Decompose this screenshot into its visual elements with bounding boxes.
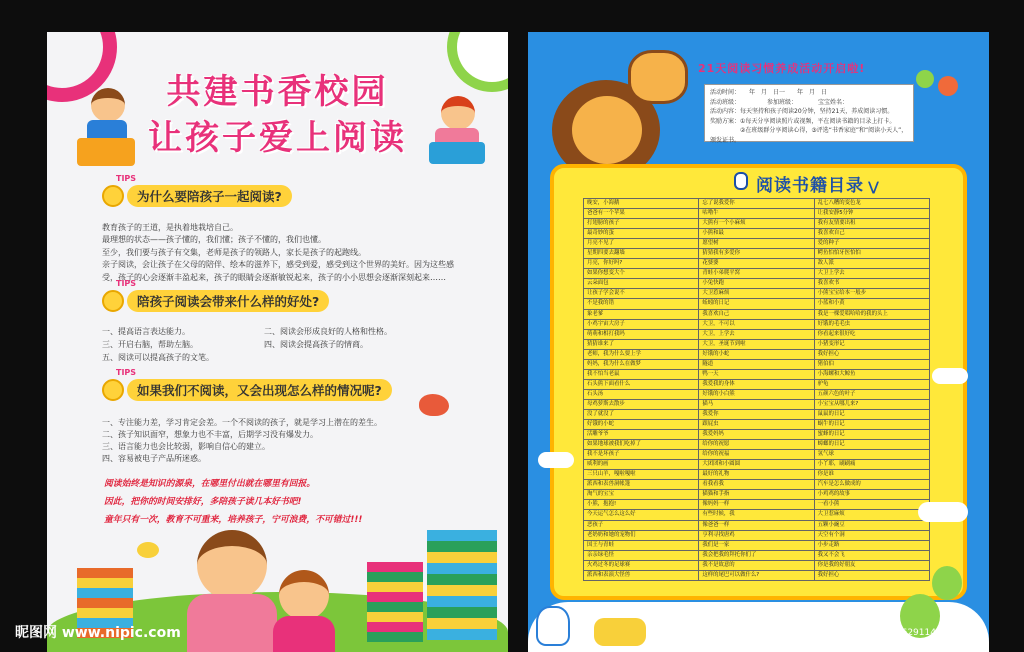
- catalog-cell: 我好担心: [814, 570, 929, 580]
- catalog-cell: 我会把我的拜托你们了: [699, 550, 814, 560]
- catalog-cell: 小熊，抱抱!: [584, 500, 699, 510]
- poster-title-line1: 共建书香校园: [166, 72, 389, 112]
- catalog-cell: 我喜欢书: [814, 279, 929, 289]
- catalog-row: [584, 540, 930, 550]
- catalog-row: [584, 440, 930, 450]
- catalog-cell: 敌人派: [814, 259, 929, 269]
- answer-1-line: 最理想的状态——孩子懂的，我们懂；孩子不懂的，我们也懂。: [102, 235, 326, 245]
- catalog-cell: 我不是坏孩子: [584, 450, 699, 460]
- quote-line: 阅读始终是知识的源泉，在哪里付出就在哪里有回报。: [104, 479, 316, 489]
- catalog-row: [584, 349, 930, 359]
- kids-illustration: [594, 618, 646, 646]
- catalog-row: [584, 289, 930, 299]
- catalog-row: [584, 430, 930, 440]
- catalog-cell: 让我安静5分钟: [814, 209, 929, 219]
- lightbulb-icon: [102, 379, 124, 401]
- catalog-row: [584, 229, 930, 239]
- catalog-cell: 小宝宝从哪儿来?: [814, 399, 929, 409]
- catalog-cell: 威利的画: [584, 460, 699, 470]
- catalog-cell: 活雕爷爷: [584, 430, 699, 440]
- book-catalog-table: [583, 198, 930, 581]
- tips-question-1: [102, 174, 292, 208]
- catalog-cell: 给你的祝愿: [699, 440, 814, 450]
- catalog-cell: 青蛙小弟爬平窝: [699, 269, 814, 279]
- catalog-cell: 让孩子学会说不: [584, 289, 699, 299]
- catalog-cell: 小熊宝宝给本一般步: [814, 289, 929, 299]
- catalog-cell: 石头汤: [584, 389, 699, 399]
- catalog-cell: 猫猫和手指: [699, 490, 814, 500]
- catalog-row: [584, 450, 930, 460]
- catalog-row: [584, 339, 930, 349]
- lollipop-illustration: [938, 76, 958, 96]
- catalog-cell: 小熊和最: [699, 229, 814, 239]
- catalog-cell: 蜜蜂的日记: [814, 430, 929, 440]
- catalog-cell: 你看起来很好吃: [814, 329, 929, 339]
- catalog-cell: 爸爸有一个苹果: [584, 209, 699, 219]
- question-2-text: 陪孩子阅读会带来什么样的好处?: [127, 290, 329, 312]
- catalog-cell: 天空有个洞: [814, 530, 929, 540]
- catalog-cell: 你是我的好朋友: [814, 560, 929, 570]
- lightbulb-icon: [102, 185, 124, 207]
- image-id-label: ID:24603910 NO:20180629114343196000: [795, 628, 988, 638]
- catalog-cell: 小兔快跑: [699, 279, 814, 289]
- catalog-cell: 三只山羊，嘎啦嘎啦: [584, 470, 699, 480]
- activity-info-box: [704, 84, 914, 142]
- catalog-row: [584, 299, 930, 309]
- catalog-cell: 母鸡萝斯去散步: [584, 399, 699, 409]
- bee-illustration: [137, 542, 159, 558]
- catalog-cell: 我不是故意的: [699, 560, 814, 570]
- child-body-illustration: [273, 616, 335, 652]
- site-watermark: 昵图网 www.nipic.com: [15, 625, 181, 641]
- catalog-cell: 花婆婆: [699, 259, 814, 269]
- catalog-cell: 我喜欢自己: [814, 229, 929, 239]
- tips-question-2: [102, 279, 329, 313]
- catalog-cell: 像妈妈一样: [699, 500, 814, 510]
- catalog-cell: 好饿的小蛇: [584, 420, 699, 430]
- catalog-cell: 月亮，你好吗?: [584, 259, 699, 269]
- catalog-cell: 大团团和小圆圆: [699, 460, 814, 470]
- catalog-row: [584, 319, 930, 329]
- catalog-cell: 小猪变形记: [814, 339, 929, 349]
- catalog-cell: 大卫惹麻烦: [699, 289, 814, 299]
- catalog-cell: 你是谁: [814, 470, 929, 480]
- quote-line: 童年只有一次，教育不可重来，培养孩子，宁可浪费，不可错过!!!: [104, 515, 363, 525]
- catalog-cell: 鼠鼠的日记: [814, 409, 929, 419]
- catalog-row: [584, 379, 930, 389]
- catalog-cell: 亲亲绿毛怪: [584, 550, 699, 560]
- catalog-row: [584, 490, 930, 500]
- catalog-cell: 小鸡鸡的故事: [814, 490, 929, 500]
- catalog-cell: 妈妈，我为什么在做梦: [584, 359, 699, 369]
- catalog-cell: 亨利寻找唐鸡: [699, 530, 814, 540]
- answer-1-line: 教育孩子的王道，是执着地栽培自己。: [102, 223, 238, 232]
- catalog-row: [584, 500, 930, 510]
- benefit-item: 一、提高语言表达能力。: [102, 327, 190, 336]
- catalog-cell: 咕噜牛: [699, 209, 814, 219]
- catalog-row: [584, 550, 930, 560]
- bird-illustration: [419, 394, 449, 416]
- catalog-row: [584, 460, 930, 470]
- catalog-cell: 给你的祝福: [699, 450, 814, 460]
- catalog-row: [584, 520, 930, 530]
- cloud-decoration: [932, 368, 968, 384]
- catalog-cell: 有些时候，我: [699, 510, 814, 520]
- catalog-row: [584, 409, 930, 419]
- benefit-item: 四、阅读会提高孩子的情商。: [264, 340, 368, 349]
- catalog-cell: 国王与青蛙: [584, 540, 699, 550]
- catalog-cell: 猜猜我有多爱你: [699, 249, 814, 259]
- catalog-row: [584, 249, 930, 259]
- catalog-cell: 小海螺和大鲸鱼: [814, 369, 929, 379]
- catalog-cell: 老师，我为什么要上学: [584, 349, 699, 359]
- catalog-cell: 氢气球: [814, 450, 929, 460]
- catalog-cell: 我爱我的身体: [699, 379, 814, 389]
- catalog-cell: 我喜欢自己: [699, 309, 814, 319]
- catalog-cell: 最奇妙的蛋: [584, 229, 699, 239]
- bunny-icon: [734, 172, 748, 190]
- answer-1-paragraph: [102, 222, 502, 284]
- consequence-item: 三、语言能力也会比较弱，影响自信心的建立。: [102, 442, 270, 451]
- catalog-cell: 爱的种子: [814, 239, 929, 249]
- right-poster: [528, 32, 989, 652]
- catalog-cell: 驴龟: [814, 379, 929, 389]
- catalog-cell: 好饿的毛毛虫: [814, 319, 929, 329]
- catalog-cell: 一看小熊: [814, 500, 929, 510]
- catalog-cell: 晚安，小海鹅: [584, 199, 699, 209]
- catalog-cell: 大熊有一个小麻烦: [699, 219, 814, 229]
- mother-head-illustration: [197, 530, 267, 600]
- catalog-cell: 五颜六色的叶子: [814, 389, 929, 399]
- info-line: 奖励方案：①每天分享阅读照片或视频，平在阅读书籍的目录上打卡。: [710, 117, 896, 125]
- catalog-cell: 恶孩子: [584, 520, 699, 530]
- activity-banner: 21天阅读习惯养成活动开启啦!: [698, 62, 866, 75]
- catalog-cell: 猜猜谁来了: [584, 339, 699, 349]
- catalog-cell: 隧道: [699, 359, 814, 369]
- answer-1-line: 至少，我们要与孩子有交集，老师是孩子的领路人，家长是孩子的起跑线。: [102, 247, 366, 257]
- catalog-cell: 鳄鱼怕怕牙医怕怕: [814, 249, 929, 259]
- info-line: 活动内容：每天坚持和孩子阅读20分钟，坚持21天，养成阅读习惯。: [710, 108, 894, 115]
- book-stack-illustration: [367, 562, 423, 642]
- catalog-cell: 我们是一家: [699, 540, 814, 550]
- catalog-cell: 蚯蚓的日记: [699, 299, 814, 309]
- catalog-cell: 跟屁虫: [699, 420, 814, 430]
- catalog-cell: 派西和表兽洞帐篷: [584, 480, 699, 490]
- answer-3-list: [102, 417, 502, 465]
- catalog-row: [584, 470, 930, 480]
- consequence-item: 一、专注能力差，学习肯定会差。一个不阅读的孩子，就是学习上潜在的差生。: [102, 418, 382, 427]
- catalog-cell: 大卫上学去: [814, 269, 929, 279]
- catalog-cell: 小步走路: [814, 540, 929, 550]
- consequence-item: 四、容易被电子产品所迷惑。: [102, 454, 206, 463]
- catalog-cell: 鸭一天: [699, 369, 814, 379]
- catalog-cell: 蟑螂的日记: [814, 440, 929, 450]
- catalog-cell: 乱七八糟的变色龙: [814, 199, 929, 209]
- catalog-cell: 打翅膀的孩子: [584, 219, 699, 229]
- catalog-row: [584, 279, 930, 289]
- catalog-title: [756, 171, 880, 196]
- catalog-cell: 我爱妈妈: [699, 430, 814, 440]
- catalog-cell: 石头熊下面看什么: [584, 379, 699, 389]
- catalog-cell: 我爱你: [699, 409, 814, 419]
- question-3-text: 如果我们不阅读，又会出现怎么样的情况呢?: [127, 379, 392, 401]
- book-stack-illustration: [427, 530, 497, 640]
- catalog-cell: 我又不会飞: [814, 550, 929, 560]
- catalog-row: [584, 259, 930, 269]
- catalog-cell: 蜗牛的日记: [814, 420, 929, 430]
- child-head-illustration: [279, 570, 329, 620]
- catalog-cell: 派西和表演大怪兽: [584, 570, 699, 580]
- catalog-title-text: 阅读书籍目录: [756, 176, 864, 196]
- info-line: 活动班级： 参加班级： 宝宝姓名：: [710, 98, 849, 106]
- catalog-row: [584, 420, 930, 430]
- catalog-cell: 大卫，圣诞节到啦: [699, 339, 814, 349]
- penguin-illustration: [536, 606, 570, 646]
- catalog-cell: 我有友情要出租: [814, 219, 929, 229]
- catalog-cell: 象老爹: [584, 309, 699, 319]
- left-poster: [47, 32, 508, 652]
- catalog-row: [584, 309, 930, 319]
- catalog-row: [584, 510, 930, 520]
- catalog-cell: 小鸡宇宙大房子: [584, 319, 699, 329]
- catalog-row: [584, 329, 930, 339]
- catalog-cell: 云朵面包: [584, 279, 699, 289]
- catalog-row: [584, 269, 930, 279]
- catalog-cell: 今天运气怎么这么好: [584, 510, 699, 520]
- catalog-cell: 老奶奶和她的宠物们: [584, 530, 699, 540]
- answer-1-line: 受，孩子的心会逐渐丰盈起来，孩子的眼睛会逐渐敏锐起来，孩子的小小思想会逐渐深刻起来……: [102, 272, 446, 282]
- catalog-cell: 像爸爸一样: [699, 520, 814, 530]
- catalog-row: [584, 399, 930, 409]
- catalog-cell: 月亮不见了: [584, 239, 699, 249]
- catalog-cell: 我好担心: [814, 349, 929, 359]
- catalog-cell: 小蓝和小黄: [814, 299, 929, 309]
- catalog-cell: 如果地球被我们吃掉了: [584, 440, 699, 450]
- catalog-row: [584, 209, 930, 219]
- catalog-row: [584, 239, 930, 249]
- catalog-cell: 汽车是怎么做成的: [814, 480, 929, 490]
- catalog-cell: 大卫，不可以: [699, 319, 814, 329]
- catalog-cell: 如果你想变大个: [584, 269, 699, 279]
- benefit-item: 二、阅读会形成良好的人格和性格。: [264, 327, 392, 336]
- catalog-cell: 这样的尾巴可以做什么?: [699, 570, 814, 580]
- catalog-cell: 猫马: [699, 399, 814, 409]
- poster-title-line2: 让孩子爱上阅读: [148, 118, 407, 158]
- catalog-row: [584, 480, 930, 490]
- catalog-cell: 忘了说我爱你: [699, 199, 814, 209]
- catalog-row: [584, 219, 930, 229]
- catalog-row: [584, 570, 930, 580]
- reading-quote: [104, 475, 504, 529]
- catalog-cell: 淘气的宝宝: [584, 490, 699, 500]
- catalog-cell: 萌萌和相打我吗: [584, 329, 699, 339]
- catalog-row: [584, 369, 930, 379]
- catalog-row: [584, 199, 930, 209]
- catalog-cell: 最好的礼物: [699, 470, 814, 480]
- lollipop-illustration: [916, 70, 934, 88]
- catalog-cell: 不是我的错: [584, 299, 699, 309]
- info-line: ②在班级群分享阅读心得，③评选“书香家庭”和“阅读小天人”，颁发证书。: [710, 127, 908, 144]
- tree-illustration: [932, 566, 962, 600]
- cloud-decoration: [918, 502, 968, 522]
- answer-2-list: [102, 325, 502, 364]
- chevron-down-icon: ⋁: [868, 180, 880, 195]
- catalog-cell: 大卫惹麻烦: [814, 510, 929, 520]
- catalog-cell: 我不怕当老鼠: [584, 369, 699, 379]
- catalog-cell: 火鸡过冬的足球赛: [584, 560, 699, 570]
- catalog-cell: 大卫，上学去: [699, 329, 814, 339]
- lightbulb-icon: [102, 290, 124, 312]
- catalog-cell: 五颗小豌豆: [814, 520, 929, 530]
- catalog-cell: 愿望树: [699, 239, 814, 249]
- consequence-item: 二、孩子知识面窄，想象力也不丰富，后期学习没有爆发力。: [102, 430, 318, 439]
- catalog-cell: 猪伯伯: [814, 359, 929, 369]
- question-1-text: 为什么要陪孩子一起阅读?: [127, 185, 292, 207]
- catalog-row: [584, 530, 930, 540]
- tips-label: TIPS: [116, 279, 137, 288]
- tips-question-3: [102, 368, 392, 402]
- dog-illustration: [628, 50, 688, 104]
- catalog-cell: 我是一棵爱唱哈哈的我的头上: [814, 309, 929, 319]
- catalog-cell: 没了就没了: [584, 409, 699, 419]
- benefit-item: 五、阅读可以提高孩子的文笔。: [102, 353, 214, 362]
- cloud-decoration: [538, 452, 574, 468]
- quote-line: 因此，把你的时间安排好，多陪孩子读几本好书吧!: [104, 497, 302, 507]
- mother-body-illustration: [187, 594, 277, 652]
- info-line: 活动时间： 年 月 日一 年 月 日: [710, 89, 828, 96]
- catalog-row: [584, 389, 930, 399]
- benefit-item: 三、开启右脑，帮助左脑。: [102, 340, 198, 349]
- catalog-cell: 看我看我: [699, 480, 814, 490]
- catalog-cell: 小丫耶，刷刷痛: [814, 460, 929, 470]
- catalog-row: [584, 359, 930, 369]
- tips-label: TIPS: [116, 174, 137, 183]
- tips-label: TIPS: [116, 368, 137, 377]
- catalog-cell: 好饿的小蛇: [699, 349, 814, 359]
- catalog-cell: 星期四要去翻墙: [584, 249, 699, 259]
- catalog-cell: 好饿的小白熊: [699, 389, 814, 399]
- answer-1-line: 亲子阅读，会让孩子在父母的陪伴、绘本的滋养下，感受到爱，感受到这个世界的美好。因为这些感: [102, 260, 454, 270]
- catalog-row: [584, 560, 930, 570]
- lion-face-illustration: [572, 96, 642, 164]
